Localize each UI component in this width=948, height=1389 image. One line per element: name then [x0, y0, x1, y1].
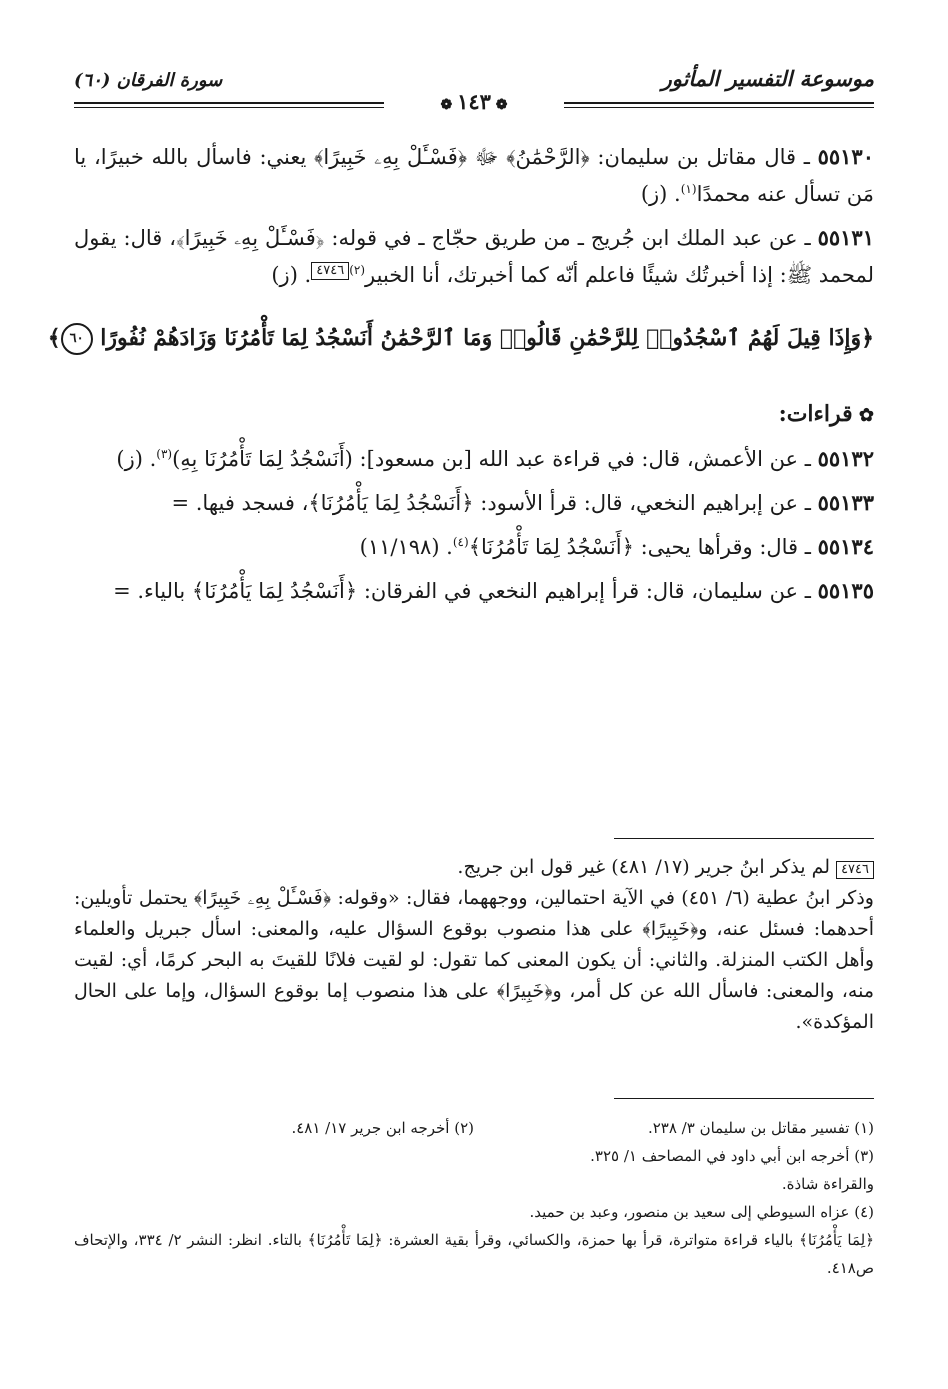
- reading-55134: [74, 528, 874, 566]
- quran-verse: [47, 320, 874, 356]
- reading-55135: [74, 572, 874, 610]
- commentary-rule: [614, 838, 874, 839]
- narration-end: . (ز): [640, 182, 681, 206]
- narration-number: ٥٥١٣٤: [817, 534, 874, 559]
- header-rule: [74, 107, 384, 108]
- header-rule: [564, 102, 874, 104]
- section-heading-text: قراءات:: [778, 401, 853, 427]
- main-content: [47, 138, 874, 616]
- verse-text: ﴿وَإِذَا قِيلَ لَهُمُ ٱسْجُدُوا۟ لِلرَّحْمَٰنِ قَالُوا۟ وَمَا ٱلرَّحْمَٰنُ أَنَسْجُدُ لِمَا تَأْمُرُنَا وَزَادَهُمْ نُفُورًا: [100, 325, 874, 351]
- narration-text: ـ عن الأعمش، قال: في قراءة عبد الله [بن مسعود]: (أَنَسْجُدُ لِمَا تَأْمُرُنَا بِهِ): [172, 447, 818, 471]
- footnote-rule: [614, 1098, 874, 1099]
- footnote-4: (٤) عزاه السيوطي إلى سعيد بن منصور، وعبد بن حميد.: [529, 1203, 874, 1221]
- footnote-4-note: ﴿لِمَا يَأْمُرُنَا﴾ بالياء قراءة متواترة، قرأ بها حمزة، والكسائي، وقرأ بقية العشرة: ﴿لِمَا تَأْمُرُنَا﴾ بالتاء. انظر: النشر ٢/ ٣٣٤، والإتحاف ص٤١٨.: [74, 1231, 874, 1277]
- narration-text: ـ عن إبراهيم النخعي، قال: قرأ الأسود: ﴿أَنَسْجُدُ لِمَا يَأْمُرُنَا﴾، فسجد فيها. =: [171, 491, 818, 515]
- footnotes: [74, 1114, 874, 1282]
- narration-end: . (ز): [116, 447, 157, 471]
- commentary-paragraph: وذكر ابنُ عطية (٦/ ٤٥١) في الآية احتمالين، ووجههما، فقال: «وقوله: ﴿فَسْـَٔلْ بِهِۦ خَبِيرًا﴾ يحتمل تأويلين: أحدهما: فسئل عنه، و﴿خَبِيرًا﴾ على هذا منصوب بوقوع السؤال عليه، والمعنى: اسأل جبريل والعلماء وأهل الكتب المنزلة. والثاني: أن يكون المعنى كما تقول: لو لقيت فلانًا للقيتَ به البحر كرمًا، أي: لقيت منه، والمعنى: فاسأل الله عن كل أمر، و﴿خَبِيرًا﴾ على هذا منصوب إما بوقوع السؤال، وإما على الحال المؤكدة».: [74, 887, 874, 1033]
- surah-title: سورة الفرقان (٦٠): [74, 70, 223, 91]
- narration-number: ٥٥١٣١: [817, 225, 874, 250]
- narration-text: ـ عن عبد الملك ابن جُريج ـ من طريق حجّاج ـ في قوله: ﴿فَسْـَٔلْ بِهِۦ خَبِيرًا﴾، قال: يقول لمحمد ﷺ: إذا أخبرتُك شيئًا فاعلم أنّه كما أخبرتك، أنا الخبير: [74, 226, 874, 287]
- narration-55130: [74, 138, 874, 213]
- footnote-1: (١) تفسير مقاتل بن سليمان ٣/ ٢٣٨.: [647, 1119, 874, 1137]
- footnote-ref: (٢): [349, 263, 366, 277]
- verse-number: ٦٠: [61, 323, 93, 355]
- footnote-2: (٢) أخرجه ابن جرير ١٧/ ٤٨١.: [291, 1119, 474, 1137]
- footnote-3: (٣) أخرجه ابن أبي داود في المصاحف ١/ ٣٢٥.: [590, 1147, 874, 1165]
- footnote-ref: (٤): [452, 535, 469, 549]
- verse-close: ﴾: [47, 325, 61, 351]
- commentary-mark: ٤٧٤٦: [311, 262, 349, 280]
- narration-text: ـ قال مقاتل بن سليمان: ﴿الرَّحْمَٰنُ﴾ ﷻ ﴿فَسْـَٔلْ بِهِۦ خَبِيرًا﴾ يعني: فاسأل بالله خبيرًا، يا مَن تسأل عنه محمدًا: [74, 145, 874, 206]
- footnote-3-note: والقراءة شاذة.: [781, 1175, 874, 1193]
- page-header: [74, 62, 874, 118]
- narration-text: ـ قال: وقرأها يحيى: ﴿أَنَسْجُدُ لِمَا تَأْمُرُنَا﴾: [468, 535, 818, 559]
- reading-55132: [74, 440, 874, 478]
- ornament-icon: ❁: [440, 97, 458, 113]
- footnote-ref: (٣): [156, 447, 173, 461]
- page-number-text: ١٤٣: [457, 89, 491, 114]
- ornament-icon: ❁: [490, 97, 508, 113]
- narration-55131: [74, 219, 874, 294]
- narration-text: ـ عن سليمان، قال: قرأ إبراهيم النخعي في الفرقان: ﴿أَنَسْجُدُ لِمَا يَأْمُرُنَا﴾ بالياء. =: [113, 579, 818, 603]
- commentary-mark: ٤٧٤٦: [836, 861, 874, 879]
- footnote-ref: (١): [680, 182, 697, 196]
- narration-number: ٥٥١٣٠: [817, 144, 874, 169]
- commentary-line: [74, 852, 874, 883]
- book-title: موسوعة التفسير المأثور: [661, 66, 874, 91]
- header-rule: [74, 102, 384, 104]
- narration-number: ٥٥١٣٢: [817, 446, 874, 471]
- narration-end: . (ز): [271, 263, 312, 287]
- section-heading: [74, 396, 874, 434]
- narration-number: ٥٥١٣٥: [817, 578, 874, 603]
- footnote-row: [74, 1114, 874, 1142]
- reading-55133: [74, 484, 874, 522]
- narration-number: ٥٥١٣٣: [817, 490, 874, 515]
- page-number: [432, 89, 515, 114]
- commentary-block: [74, 852, 874, 1038]
- commentary-text: لم يذكر ابنُ جرير (١٧/ ٤٨١) غير قول ابن جريج.: [457, 856, 837, 878]
- flower-icon: ✿: [852, 405, 874, 426]
- header-rule: [564, 107, 874, 108]
- narration-end: . (١١/١٩٨): [359, 535, 453, 559]
